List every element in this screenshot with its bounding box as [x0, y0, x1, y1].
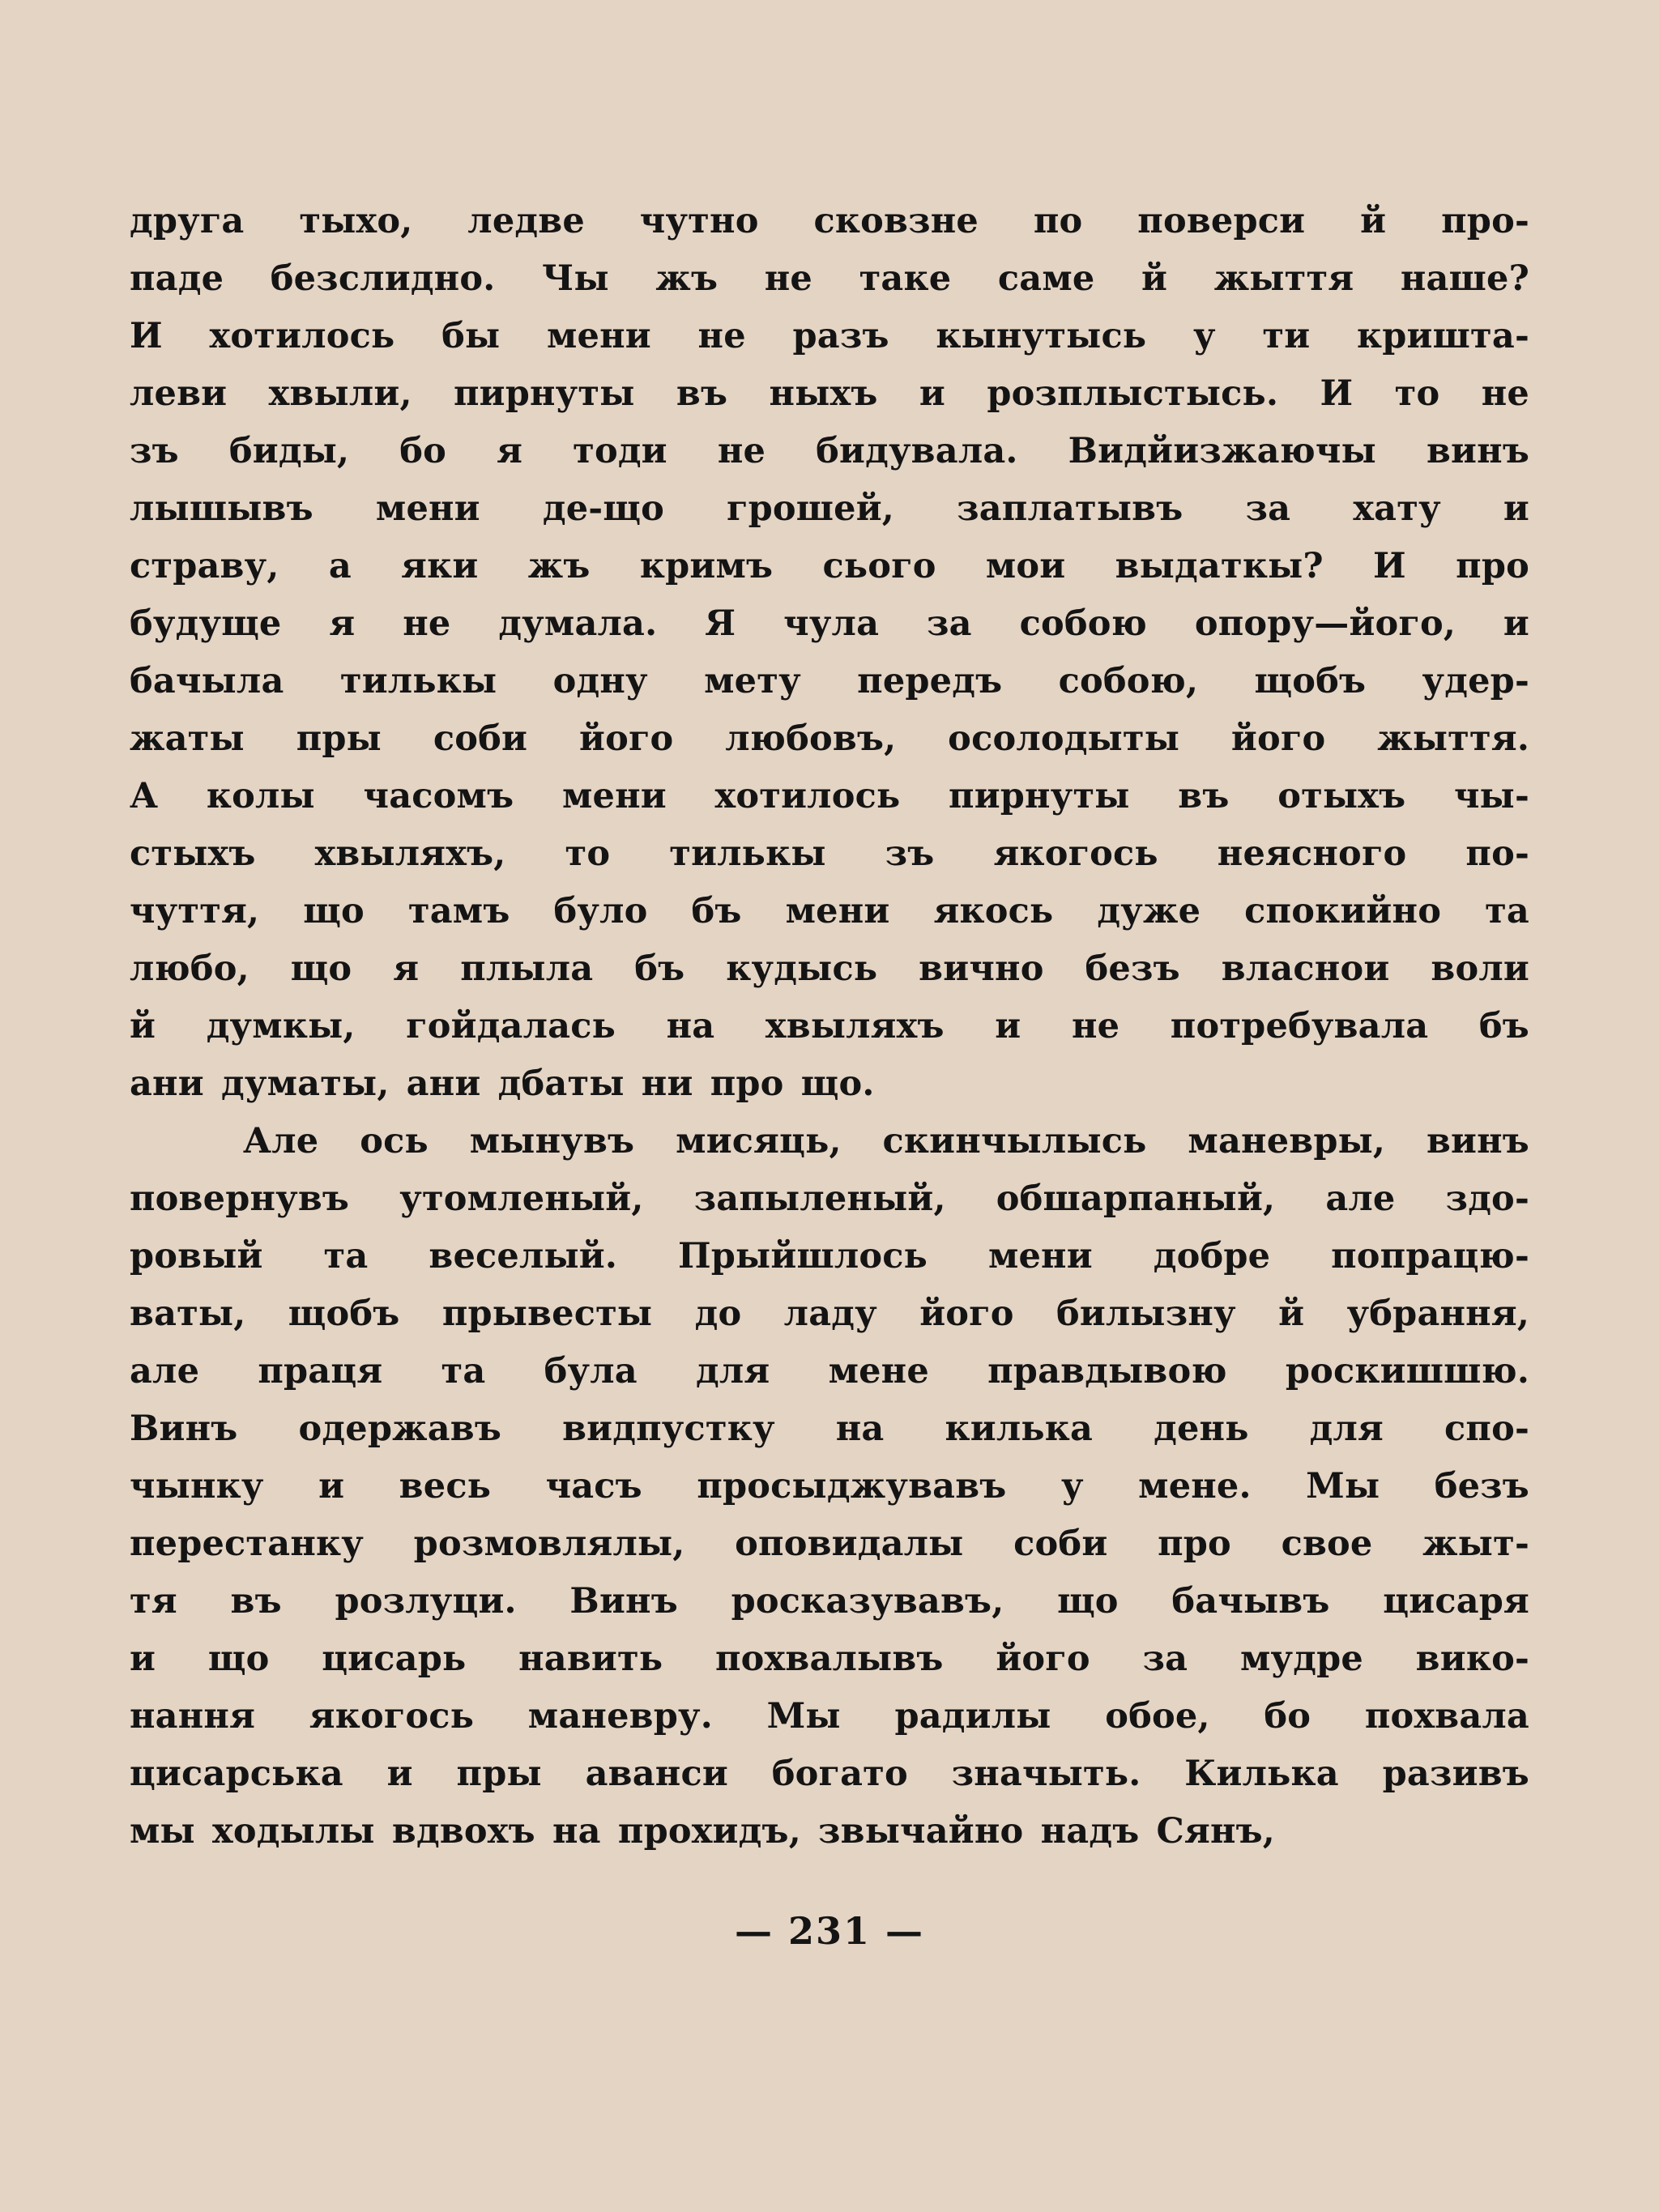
- text-line: ваты, щобъ прывесты до ладу його билызну й убрання,: [130, 1294, 1529, 1334]
- text-line: друга тыхо, ледве чутно сковзне по поверси й про-: [130, 201, 1529, 241]
- text-line: А колы часомъ мени хотилось пирнуты въ отыхъ чы-: [130, 776, 1529, 816]
- paragraph-1: [130, 193, 1529, 1113]
- text-line: будуще я не думала. Я чула за собою опору—його, и: [130, 603, 1529, 644]
- text-line: повернувъ утомленый, запыленый, обшарпаный, але здо-: [130, 1178, 1529, 1219]
- text-line: цисарська и пры аванси богато значыть. Килька разивъ: [130, 1754, 1529, 1794]
- text-line: ани думаты, ани дбаты ни про що.: [130, 1063, 875, 1104]
- text-line: жаты пры соби його любовъ, осолодыты його жыття.: [130, 718, 1529, 759]
- text-line: чынку и весь часъ просыджувавъ у мене. Мы безъ: [130, 1466, 1529, 1507]
- text-line: стыхъ хвыляхъ, то тилькы зъ якогось неясного по-: [130, 833, 1529, 874]
- text-line: й думкы, гойдалась на хвыляхъ и не потребувала бъ: [130, 1006, 1529, 1046]
- text-line: ровый та веселый. Прыйшлось мени добре попрацю-: [130, 1236, 1529, 1276]
- text-line: и що цисарь навить похвалывъ його за мудре викo-: [130, 1639, 1529, 1679]
- paragraph-2: [130, 1113, 1529, 1860]
- text-line: перестанку розмовлялы, оповидалы соби про свое жыт-: [130, 1524, 1529, 1564]
- text-line: чуття, що тамъ було бъ мени якось дуже спокийно та: [130, 891, 1529, 931]
- page-number: — 231 —: [734, 1909, 925, 1953]
- text-line: И хотилось бы мени не разъ кынутысь у ти кришта-: [130, 316, 1529, 356]
- text-line: Винъ одержавъ видпустку на килька день для спо-: [130, 1409, 1529, 1449]
- page-body: [130, 193, 1529, 1860]
- text-line: Але ось мынувъ мисяць, скинчылысь маневры, винъ: [243, 1121, 1529, 1161]
- text-line: тя въ розлуци. Винъ росказувавъ, що бачывъ цисаря: [130, 1581, 1529, 1622]
- text-line: мы ходылы вдвохъ на прохидъ, звычайно надъ Сянъ,: [130, 1811, 1275, 1852]
- text-line: любо, що я плыла бъ кудысь вично безъ власнои воли: [130, 948, 1529, 989]
- text-line: паде безслидно. Чы жъ не таке саме й жыття наше?: [130, 258, 1529, 299]
- text-line: страву, а яки жъ кримъ сього мои выдаткы? И про: [130, 546, 1529, 586]
- text-line: нання якогось маневру. Мы радилы обое, бо похвала: [130, 1696, 1529, 1737]
- text-line: лышывъ мени де-що грошей, заплатывъ за хату и: [130, 488, 1529, 529]
- text-line: зъ биды, бо я тоди не бидувала. Видйизжаючы винъ: [130, 431, 1529, 471]
- text-line: бачыла тилькы одну мету передъ собою, щобъ удер-: [130, 661, 1529, 701]
- text-line: леви хвыли, пирнуты въ ныхъ и розплыстысь. И то не: [130, 373, 1529, 414]
- text-line: але праця та була для мене правдывою роскишшю.: [130, 1351, 1529, 1392]
